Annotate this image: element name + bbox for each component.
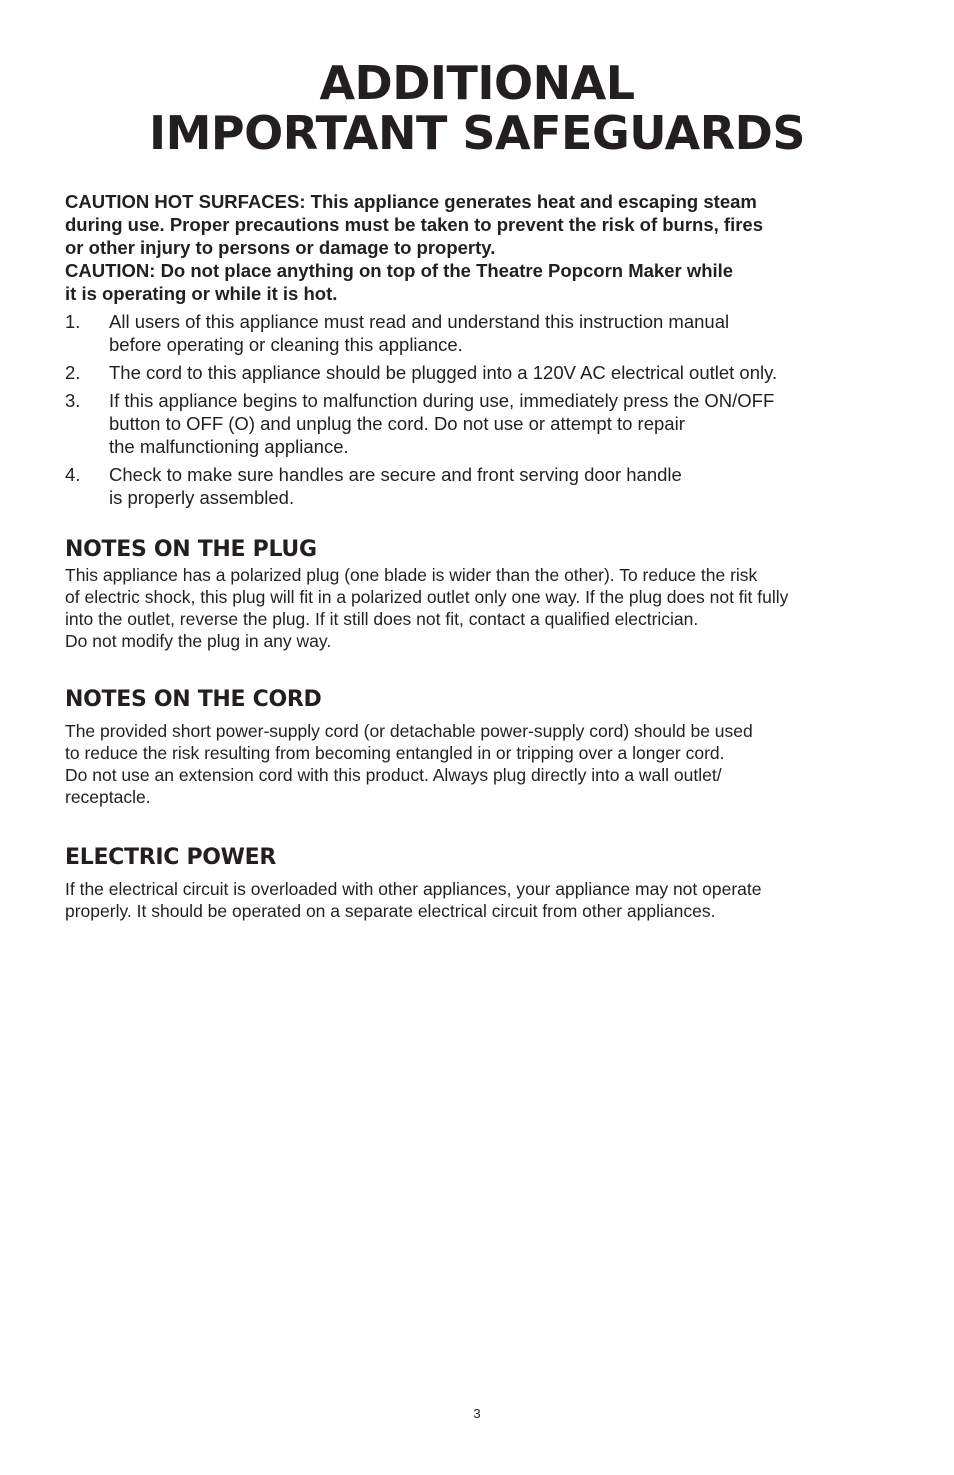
- caution-line: CAUTION: Do not place anything on top of the Theatre Popcorn Maker while: [65, 260, 734, 281]
- list-item-line: button to OFF (O) and unplug the cord. Do not use or attempt to repair: [109, 413, 685, 434]
- caution-block: [65, 190, 895, 305]
- caution-hot-surfaces: [65, 190, 895, 259]
- safeguards-list: [65, 310, 905, 514]
- caution-line: during use. Proper precautions must be taken to prevent the risk of burns, fires: [65, 214, 764, 235]
- section-line: receptacle.: [65, 787, 151, 807]
- caution-line: it is operating or while it is hot.: [65, 283, 338, 304]
- page-number: 3: [473, 1406, 481, 1421]
- list-item-number: 4.: [65, 464, 81, 485]
- page-title-line-1: ADDITIONAL: [319, 56, 635, 110]
- section-line: The provided short power-supply cord (or detachable power-supply cord) should be used: [65, 721, 753, 741]
- section-body: [65, 564, 905, 652]
- page-title-line-2: IMPORTANT SAFEGUARDS: [149, 106, 805, 160]
- section-body: [65, 720, 905, 808]
- section-line: This appliance has a polarized plug (one blade is wider than the other). To reduce the risk: [65, 565, 758, 585]
- list-item-number: 1.: [65, 311, 81, 332]
- section-line: into the outlet, reverse the plug. If it still does not fit, contact a qualified electrician.: [65, 609, 699, 629]
- caution-line: or other injury to persons or damage to property.: [65, 237, 496, 258]
- section-line: to reduce the risk resulting from becoming entangled in or tripping over a longer cord.: [65, 743, 725, 763]
- list-item-line: Check to make sure handles are secure and front serving door handle: [109, 464, 682, 485]
- list-item-line: The cord to this appliance should be plugged into a 120V AC electrical outlet only.: [109, 362, 778, 383]
- list-item-line: before operating or cleaning this appliance.: [109, 334, 463, 355]
- list-item-number: 2.: [65, 362, 81, 383]
- section-line: Do not use an extension cord with this product. Always plug directly into a wall outlet/: [65, 765, 722, 785]
- section-line: of electric shock, this plug will fit in a polarized outlet only one way. If the plug does not fit fully: [65, 587, 789, 607]
- list-item: [65, 310, 905, 356]
- section-electric-power: [65, 844, 905, 922]
- list-item-line: If this appliance begins to malfunction during use, immediately press the ON/OFF: [109, 390, 775, 411]
- list-item-line: All users of this appliance must read and understand this instruction manual: [109, 311, 730, 332]
- section-line: properly. It should be operated on a separate electrical circuit from other appliances.: [65, 901, 716, 921]
- section-line: If the electrical circuit is overloaded with other appliances, your appliance may not operate: [65, 879, 762, 899]
- section-heading: ELECTRIC POWER: [65, 845, 277, 870]
- section-notes-on-the-plug: [65, 536, 905, 652]
- section-heading: NOTES ON THE PLUG: [65, 537, 317, 562]
- section-heading: NOTES ON THE CORD: [65, 687, 322, 712]
- caution-do-not-place: [65, 259, 895, 305]
- list-item: [65, 463, 905, 509]
- list-item-line: the malfunctioning appliance.: [109, 436, 349, 457]
- list-item: [65, 361, 905, 384]
- section-notes-on-the-cord: [65, 686, 905, 808]
- page-title: [0, 58, 954, 158]
- caution-line: CAUTION HOT SURFACES: This appliance generates heat and escaping steam: [65, 191, 757, 212]
- list-item-number: 3.: [65, 390, 81, 411]
- list-item: [65, 389, 905, 458]
- list-item-line: is properly assembled.: [109, 487, 295, 508]
- section-body: [65, 878, 905, 922]
- section-line: Do not modify the plug in any way.: [65, 631, 332, 651]
